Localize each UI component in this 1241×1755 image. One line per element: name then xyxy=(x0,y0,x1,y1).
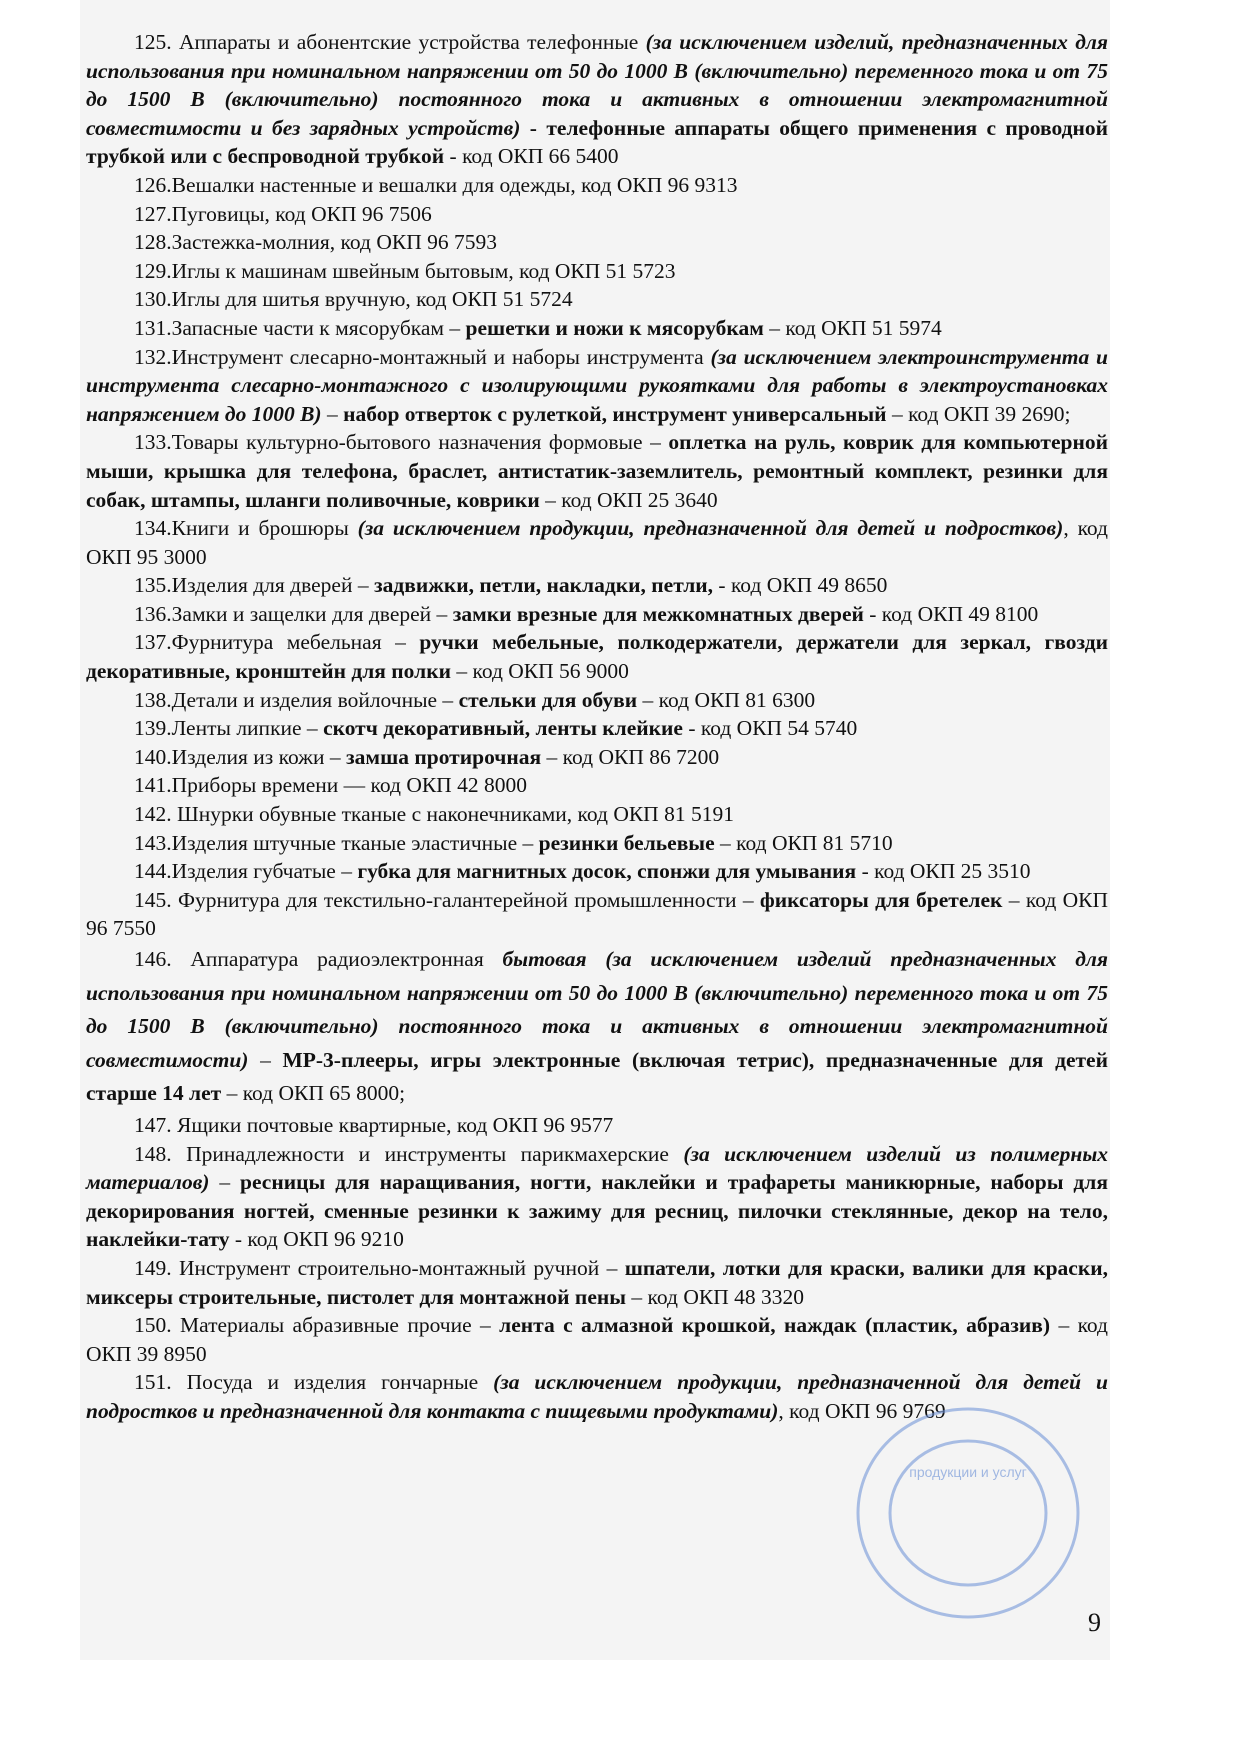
item-text: – код ОКП 65 8000; xyxy=(221,1081,406,1106)
list-item xyxy=(86,343,1108,429)
list-item xyxy=(86,686,1108,715)
list-item xyxy=(86,257,1108,286)
bold-text: - телефонные аппараты общего применения с проводной трубкой или с беспроводной трубкой xyxy=(86,115,1108,169)
item-text: – xyxy=(248,1047,283,1072)
bold-text: лента с алмазной крошкой, наждак (пластик, абразив) xyxy=(499,1313,1051,1338)
bold-text: замки врезные для межкомнатных дверей xyxy=(452,601,864,626)
item-text: Материалы абразивные прочие – xyxy=(171,1313,500,1338)
page-number: 9 xyxy=(1088,1608,1101,1637)
bold-text: фиксаторы для бретелек xyxy=(759,887,1003,912)
list-item xyxy=(86,200,1108,229)
bold-text: ручки мебельные, полкодержатели, держатели для зеркал, гвозди декоративные, кронштейн для полки xyxy=(86,630,1108,684)
item-text: – код ОКП 81 5710 xyxy=(714,830,893,855)
list-item xyxy=(86,600,1108,629)
stamp-text: продукции и услуг xyxy=(909,1464,1027,1480)
list-item xyxy=(86,1111,1108,1140)
item-text: Ящики почтовые квартирные, код ОКП 96 9577 xyxy=(171,1112,614,1137)
item-number: 138. xyxy=(134,687,172,712)
bold-text: губка для магнитных досок, спонжи для умывания xyxy=(357,859,857,884)
item-text: Изделия губчатые – xyxy=(171,859,358,884)
item-text: Принадлежности и инструменты парикмахерские xyxy=(171,1141,684,1166)
list-item xyxy=(86,800,1108,829)
italic-text: (за исключением продукции, предназначенной для детей и подростков и предназначенной для контакта с пищевыми продуктами) xyxy=(86,1370,1108,1423)
item-text: – xyxy=(321,401,344,426)
item-text: Шнурки обувные тканые с наконечниками, код ОКП 81 5191 xyxy=(171,802,734,827)
item-text: – код ОКП 96 7550 xyxy=(86,887,1108,941)
italic-text: (за исключением продукции, предназначенной для детей и подростков) xyxy=(357,516,1064,541)
item-text: Посуда и изделия гончарные xyxy=(171,1370,494,1395)
item-number: 133. xyxy=(134,430,172,455)
list-item xyxy=(86,943,1108,1111)
item-text: – код ОКП 51 5974 xyxy=(763,315,942,340)
list-item xyxy=(86,285,1108,314)
document-body xyxy=(86,28,1108,1426)
item-text: – код ОКП 48 3320 xyxy=(626,1284,804,1309)
italic-text: (за исключением изделий, предназначенных для использования при номинальном напряжении от 50 до 1000 В (включительно) переменного тока и от 75 до 1500 В (включительно) постоянного тока и активных в отношении электромагнитной совместимости и без зарядных устройств) xyxy=(86,30,1108,140)
item-text: – код ОКП 39 2690; xyxy=(886,401,1071,426)
item-text: Изделия штучные тканые эластичные – xyxy=(171,830,539,855)
list-item xyxy=(86,1140,1108,1254)
item-text: - код ОКП 49 8650 xyxy=(713,573,888,598)
item-number: 149. xyxy=(134,1255,172,1280)
list-item xyxy=(86,857,1108,886)
item-text: Товары культурно-бытового назначения формовые – xyxy=(171,430,669,455)
item-number: 145. xyxy=(134,887,172,912)
item-number: 151. xyxy=(134,1370,172,1395)
item-text: Приборы времени — код ОКП 42 8000 xyxy=(171,773,527,798)
bold-text: набор отверток с рулеткой, инструмент универсальный xyxy=(343,401,887,426)
item-text: Изделия для дверей – xyxy=(171,573,374,598)
bold-text: стельки для обуви xyxy=(458,687,638,712)
item-text: Иглы для шитья вручную, код ОКП 51 5724 xyxy=(171,287,573,312)
bold-text: решетки и ножи к мясорубкам xyxy=(465,315,764,340)
list-item xyxy=(86,28,1108,171)
item-text: Иглы к машинам швейным бытовым, код ОКП 51 5723 xyxy=(171,258,676,283)
list-item xyxy=(86,829,1108,858)
item-text: – код ОКП 25 3640 xyxy=(539,487,718,512)
list-item xyxy=(86,1254,1108,1311)
item-text: Изделия из кожи – xyxy=(171,744,347,769)
item-number: 139. xyxy=(134,716,172,741)
item-text: Инструмент строительно-монтажный ручной – xyxy=(171,1255,625,1280)
list-item xyxy=(86,314,1108,343)
item-number: 141. xyxy=(134,773,172,798)
item-text: - код ОКП 25 3510 xyxy=(856,859,1031,884)
list-item xyxy=(86,514,1108,571)
bold-text: МР-3-плееры, игры электронные (включая тетрис), предназначенные для детей старше 14 лет xyxy=(86,1047,1108,1106)
italic-text: (за исключением электроинструмента и инструмента слесарно-монтажного с изолирующими рукоятками для работы в электроустановках напряжением до 1000 В) xyxy=(86,344,1108,426)
item-number: 125. xyxy=(134,30,172,54)
list-item xyxy=(86,428,1108,514)
list-item xyxy=(86,886,1108,943)
bold-text: резинки бельевые xyxy=(538,830,715,855)
item-text: – код ОКП 86 7200 xyxy=(541,744,720,769)
item-text: – код ОКП 39 8950 xyxy=(86,1313,1108,1366)
italic-text: бытовая (за исключением изделий предназначенных для использования при номинальном напряжении от 50 до 1000 В (включительно) переменного тока и от 75 до 1500 В (включительно) постоянного тока и активных в отношении электромагнитной совместимости) xyxy=(86,947,1108,1072)
item-text: – xyxy=(209,1170,241,1195)
item-number: 140. xyxy=(134,744,172,769)
item-text: Книги и брошюры xyxy=(171,516,358,541)
item-number: 128. xyxy=(134,230,172,255)
item-number: 135. xyxy=(134,573,172,598)
list-item xyxy=(86,771,1108,800)
item-text: Фурнитура мебельная – xyxy=(171,630,420,655)
item-text: Аппараты и абонентские устройства телефонные xyxy=(171,30,646,54)
item-text: Вешалки настенные и вешалки для одежды, код ОКП 96 9313 xyxy=(171,172,738,197)
bold-text: ресницы для наращивания, ногти, наклейки и трафареты маникюрные, наборы для декорирования ногтей, сменные резинки к зажиму для ресниц, пилочки стеклянные, декор на тело, наклейки-тату xyxy=(86,1170,1108,1252)
list-item xyxy=(86,228,1108,257)
item-number: 147. xyxy=(134,1112,172,1137)
item-text: Ленты липкие – xyxy=(171,716,324,741)
item-text: Запасные части к мясорубкам – xyxy=(171,315,466,340)
bold-text: оплетка на руль, коврик для компьютерной мыши, крышка для телефона, браслет, антистатик-заземлитель, ремонтный комплект, резинки для собак, штампы, шланги поливочные, коврики xyxy=(86,430,1109,512)
item-number: 144. xyxy=(134,859,172,884)
item-number: 150. xyxy=(134,1313,172,1338)
list-item xyxy=(86,714,1108,743)
item-number: 134. xyxy=(134,516,172,541)
item-text: - код ОКП 49 8100 xyxy=(863,601,1039,626)
list-item xyxy=(86,171,1108,200)
item-number: 142. xyxy=(134,802,172,827)
item-number: 126. xyxy=(134,172,172,197)
item-text: Пуговицы, код ОКП 96 7506 xyxy=(171,201,432,226)
item-text: Детали и изделия войлочные – xyxy=(171,687,459,712)
item-number: 137. xyxy=(134,630,172,655)
item-number: 130. xyxy=(134,287,172,312)
item-text: – код ОКП 56 9000 xyxy=(450,659,629,684)
item-text: , код ОКП 95 3000 xyxy=(86,516,1108,569)
bold-text: шпатели, лотки для краски, валики для краски, миксеры строительные, пистолет для монтажной пены xyxy=(86,1255,1108,1309)
item-number: 146. xyxy=(134,947,172,971)
bold-text: замша протирочная xyxy=(346,744,542,769)
bold-text: скотч декоративный, ленты клейкие xyxy=(323,716,683,741)
item-text: Аппаратура радиоэлектронная xyxy=(171,947,503,971)
item-text: Замки и защелки для дверей – xyxy=(171,601,453,626)
item-text: - код ОКП 54 5740 xyxy=(682,716,858,741)
item-number: 148. xyxy=(134,1141,172,1166)
list-item xyxy=(86,571,1108,600)
item-number: 127. xyxy=(134,201,172,226)
list-item xyxy=(86,743,1108,772)
item-number: 132. xyxy=(134,344,172,369)
item-text: Инструмент слесарно-монтажный и наборы инструмента xyxy=(171,344,711,369)
item-text: Фурнитура для текстильно-галантерейной промышленности – xyxy=(171,887,760,912)
bold-text: задвижки, петли, накладки, петли, xyxy=(373,573,714,598)
list-item xyxy=(86,1311,1108,1368)
item-text: - код ОКП 96 9210 xyxy=(229,1227,404,1252)
item-text: , код ОКП 96 9769 xyxy=(778,1398,946,1423)
stamp-seal xyxy=(840,1395,1100,1635)
item-text: – код ОКП 81 6300 xyxy=(637,687,816,712)
item-number: 131. xyxy=(134,315,172,340)
item-text: Застежка-молния, код ОКП 96 7593 xyxy=(171,230,497,255)
item-text: - код ОКП 66 5400 xyxy=(444,144,619,169)
item-number: 136. xyxy=(134,601,172,626)
italic-text: (за исключением изделий из полимерных материалов) xyxy=(86,1141,1109,1195)
item-number: 129. xyxy=(134,258,172,283)
list-item xyxy=(86,628,1108,685)
item-number: 143. xyxy=(134,830,172,855)
